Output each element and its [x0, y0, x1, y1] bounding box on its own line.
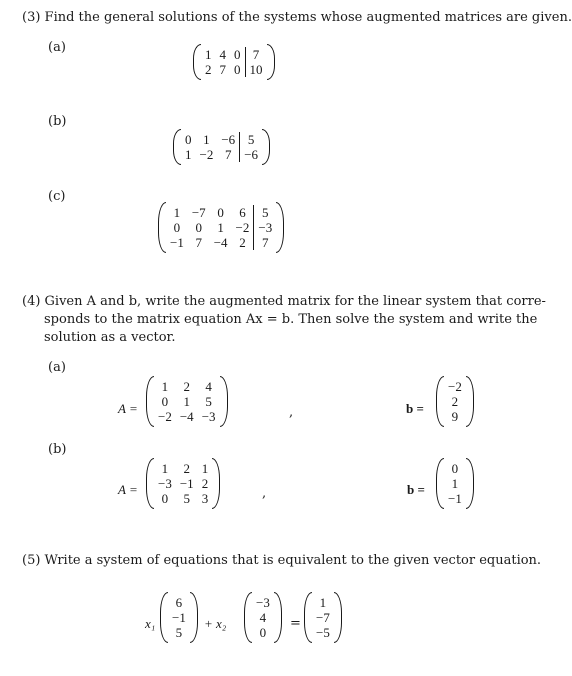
matrix-row [444, 379, 466, 394]
left-parenthesis [244, 592, 252, 643]
matrix-entry: 0 [451, 461, 459, 476]
matrix-entry: −1 [172, 610, 186, 625]
matrix-entry: −7 [316, 610, 330, 625]
matrix-entry: −2 [158, 409, 172, 424]
matrix-row [154, 394, 220, 409]
q4-b-A-matrix [146, 458, 220, 513]
right-parenthesis [190, 592, 198, 643]
matrix-entry: 1 [205, 47, 212, 62]
left-parenthesis [304, 592, 312, 643]
matrix-entry: 4 [205, 379, 212, 394]
matrix-entry: −2 [199, 147, 214, 162]
matrix-row [444, 461, 466, 476]
matrix-entry: 1 [161, 461, 169, 476]
left-parenthesis [193, 44, 201, 80]
matrix-entry: 1 [203, 132, 210, 147]
matrix-entries [154, 461, 212, 506]
q5-vector-1 [160, 592, 198, 647]
matrix [436, 376, 474, 427]
matrix-entry: 0 [185, 132, 192, 147]
matrix-entries [154, 379, 220, 424]
matrix-entry: 6 [175, 595, 183, 610]
left-parenthesis [146, 376, 154, 427]
matrix-entries [312, 595, 334, 640]
matrix-entry: 2 [183, 379, 191, 394]
q4-b-comma: , [262, 486, 267, 501]
matrix-entry: 2 [205, 62, 212, 77]
matrix-entry: 1 [173, 205, 181, 220]
matrix-entries [444, 461, 466, 506]
matrix-entry: −4 [179, 409, 194, 424]
matrix-entries [166, 205, 276, 250]
matrix-entry: −7 [191, 205, 206, 220]
matrix-row [444, 409, 466, 424]
matrix-entry: 2 [183, 461, 191, 476]
q4-b-b-vector [436, 458, 474, 513]
matrix [244, 592, 282, 643]
matrix-row [312, 610, 334, 625]
matrix [146, 458, 220, 509]
left-parenthesis [146, 458, 154, 509]
q5-equals-sign: = [290, 616, 301, 631]
matrix-entry: 6 [239, 205, 246, 220]
q4-a-A-matrix [146, 376, 228, 431]
matrix-row [154, 461, 212, 476]
matrix-row [201, 47, 267, 62]
q4-a-label: (a) [48, 360, 66, 375]
matrix-entries [252, 595, 274, 640]
matrix-entries [181, 132, 262, 162]
q3-a-label: (a) [48, 40, 66, 55]
matrix-entry: −3 [158, 476, 172, 491]
right-parenthesis [276, 202, 284, 253]
matrix-entry: 0 [195, 220, 203, 235]
matrix-entry: 1 [161, 379, 169, 394]
matrix-row [166, 235, 276, 250]
matrix-row [181, 147, 262, 162]
matrix-entry: −6 [240, 147, 262, 162]
q3-a-matrix [193, 44, 275, 84]
matrix-row [166, 205, 276, 220]
matrix-entry: 2 [201, 476, 209, 491]
matrix [158, 202, 284, 253]
right-parenthesis [220, 376, 228, 427]
q4-a-comma: , [289, 405, 294, 420]
matrix-entry: 1 [451, 476, 459, 491]
left-parenthesis [436, 376, 444, 427]
matrix-entry: −4 [213, 235, 228, 250]
left-parenthesis [173, 129, 181, 165]
matrix-row [168, 595, 190, 610]
q4-text-line2: sponds to the matrix equation Ax = b. Then solve the system and write the [44, 312, 538, 327]
matrix-row [181, 132, 262, 147]
q5-heading: (5) Write a system of equations that is equivalent to the given vector equation. [22, 553, 542, 568]
matrix-entry: −1 [170, 235, 184, 250]
matrix-entry: 7 [225, 147, 232, 162]
q4-a-b-vector [436, 376, 474, 431]
matrix-entry: 7 [254, 235, 276, 250]
matrix-row [444, 394, 466, 409]
q4-a-A-label: A = [118, 401, 138, 416]
matrix-row [154, 379, 220, 394]
matrix-entry: 2 [451, 394, 459, 409]
matrix-entry: −5 [316, 625, 330, 640]
matrix-entries [444, 379, 466, 424]
matrix [146, 376, 228, 427]
matrix-row [312, 595, 334, 610]
right-parenthesis [262, 129, 270, 165]
matrix-entry: −1 [179, 476, 194, 491]
q4-b-A-label: A = [118, 482, 138, 497]
matrix [436, 458, 474, 509]
left-parenthesis [158, 202, 166, 253]
matrix-entry: 0 [234, 47, 241, 62]
matrix-row [444, 491, 466, 506]
matrix-entry: −3 [254, 220, 276, 235]
matrix-row [444, 476, 466, 491]
right-parenthesis [212, 458, 220, 509]
matrix-entry: 1 [201, 461, 209, 476]
q5-x1-label: x₁ [145, 616, 156, 631]
matrix-entry: 7 [195, 235, 203, 250]
matrix-entry: 7 [219, 62, 226, 77]
right-parenthesis [466, 458, 474, 509]
matrix-entry: 5 [240, 132, 262, 147]
matrix-entry: 7 [245, 47, 267, 62]
q4-b-label: (b) [48, 442, 67, 457]
matrix-entry: 2 [239, 235, 246, 250]
left-parenthesis [160, 592, 168, 643]
matrix-row [154, 491, 212, 506]
q3-b-label: (b) [48, 114, 67, 129]
matrix-entry: 1 [319, 595, 327, 610]
q3-heading: (3) Find the general solutions of the systems whose augmented matrices are given. [22, 10, 572, 25]
matrix-entry: 0 [161, 491, 169, 506]
matrix-entry: −3 [201, 409, 216, 424]
matrix-row [312, 625, 334, 640]
matrix-entries [201, 47, 267, 77]
q3-b-matrix [173, 129, 270, 169]
matrix-row [168, 625, 190, 640]
right-parenthesis [334, 592, 342, 643]
right-parenthesis [267, 44, 275, 80]
q3-c-matrix [158, 202, 284, 257]
matrix-entry: 4 [259, 610, 267, 625]
q4-text-line3: solution as a vector. [44, 330, 176, 345]
matrix-entry: 1 [217, 220, 224, 235]
matrix-entry: 10 [245, 62, 267, 77]
matrix-row [252, 625, 274, 640]
matrix-entry: 5 [183, 491, 191, 506]
right-parenthesis [466, 376, 474, 427]
left-parenthesis [436, 458, 444, 509]
matrix-entry: 0 [161, 394, 169, 409]
matrix-row [168, 610, 190, 625]
q5-plus-x2-label: + x₂ [204, 616, 227, 631]
matrix-entry: 0 [259, 625, 267, 640]
matrix-entry: −2 [448, 379, 462, 394]
matrix-entry: 4 [219, 47, 226, 62]
q4-a-b-label: b = [406, 401, 424, 416]
matrix-entry: −1 [448, 491, 462, 506]
matrix-entry: 0 [173, 220, 181, 235]
matrix-entries [168, 595, 190, 640]
matrix-entry: 0 [234, 62, 241, 77]
matrix-entry: 3 [201, 491, 209, 506]
matrix-entry: 5 [205, 394, 212, 409]
matrix-row [166, 220, 276, 235]
matrix-row [201, 62, 267, 77]
matrix [160, 592, 198, 643]
q5-vector-3 [304, 592, 342, 647]
matrix-entry: 0 [217, 205, 224, 220]
matrix-row [252, 610, 274, 625]
q3-c-label: (c) [48, 189, 66, 204]
matrix-row [154, 476, 212, 491]
matrix-row [154, 409, 220, 424]
matrix [304, 592, 342, 643]
matrix-entry: 5 [254, 205, 276, 220]
q5-vector-2 [244, 592, 282, 647]
matrix-entry: 1 [183, 394, 191, 409]
q4-b-b-label: b = [407, 482, 425, 497]
right-parenthesis [274, 592, 282, 643]
matrix-entry: −6 [221, 132, 236, 147]
matrix-entry: 1 [185, 147, 192, 162]
q4-text-line1: (4) Given A and b, write the augmented matrix for the linear system that corre- [22, 294, 546, 309]
matrix-entry: −3 [256, 595, 270, 610]
matrix [193, 44, 275, 80]
matrix-row [252, 595, 274, 610]
matrix-entry: −2 [235, 220, 250, 235]
matrix-entry: 5 [175, 625, 183, 640]
matrix-entry: 9 [451, 409, 459, 424]
matrix [173, 129, 270, 165]
